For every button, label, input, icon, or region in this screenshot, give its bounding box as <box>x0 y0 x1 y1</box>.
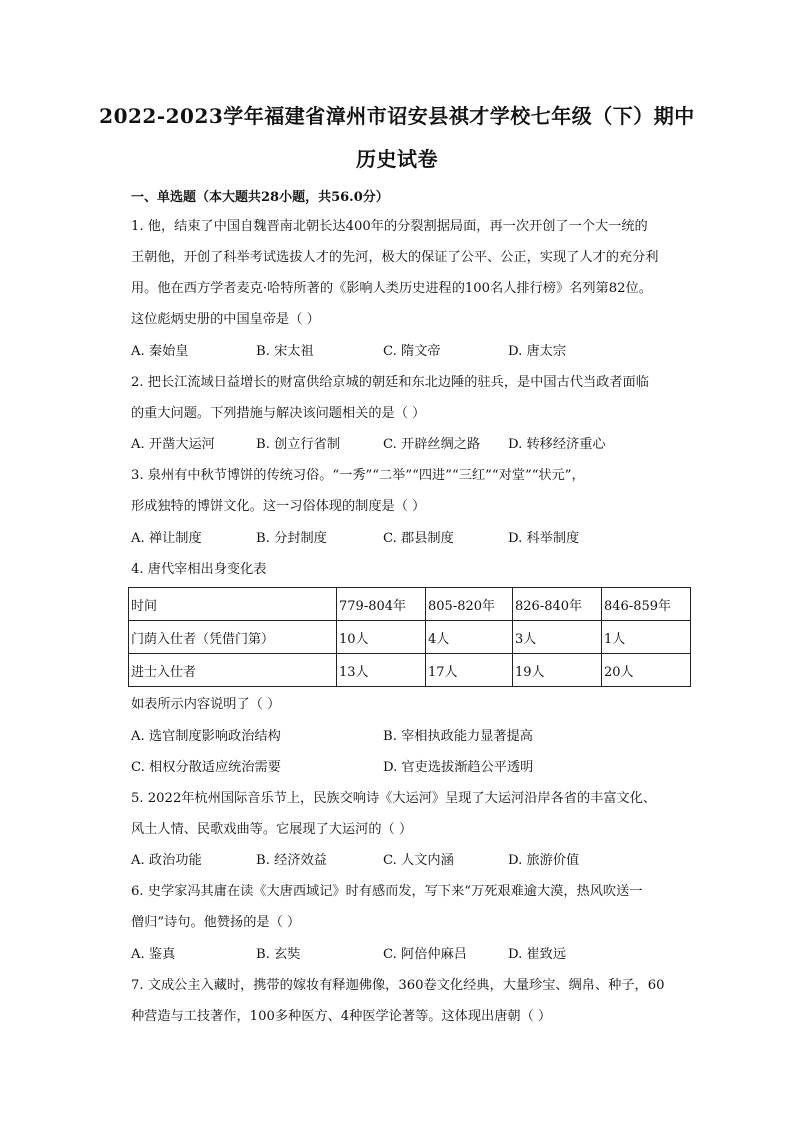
q2-option-c: C. 开辟丝绸之路 <box>383 437 481 452</box>
table-cell: 846-859年 <box>602 588 691 621</box>
q3-line: 形成独特的博饼文化。这一习俗体现的制度是（ ） <box>131 499 426 514</box>
table-row <box>129 621 691 654</box>
q6-line: 6. 史学家冯其庸在读《大唐西域记》时有感而发，写下来“万死艰难逾大漠，热风吹送一 <box>131 884 643 899</box>
q3-option-c: C. 郡县制度 <box>383 531 454 546</box>
q4-option-d: D. 官吏选拔渐趋公平透明 <box>383 760 534 775</box>
table-cell: 3人 <box>513 621 602 654</box>
q5-line: 5. 2022年杭州国际音乐节上，民族交响诗《大运河》呈现了大运河沿岸各省的丰富文化、 <box>131 791 657 806</box>
q1-option-c: C. 隋文帝 <box>383 344 441 359</box>
q7-line: 7. 文成公主入藏时，携带的嫁妆有释迦佛像，360卷文化经典，大量珍宝、绸帛、种子，60 <box>131 978 665 993</box>
q4-line: 4. 唐代宰相出身变化表 <box>131 562 267 577</box>
table-header-row <box>129 588 691 621</box>
q2-option-d: D. 转移经济重心 <box>508 437 606 452</box>
q5-option-a: A. 政治功能 <box>131 853 202 868</box>
q1-line: 王朝他，开创了科举考试选拔人才的先河，极大的保证了公平、公正，实现了人才的充分利 <box>131 250 659 265</box>
q3-option-b: B. 分封制度 <box>256 531 327 546</box>
q6-option-c: C. 阿倍仲麻吕 <box>383 947 467 962</box>
table-cell: 时间 <box>129 588 337 621</box>
table-cell: 进士入仕者 <box>129 654 337 687</box>
table-cell: 10人 <box>337 621 426 654</box>
q5-line: 风土人情、民歌戏曲等。它展现了大运河的（ ） <box>131 822 413 837</box>
table-cell: 20人 <box>602 654 691 687</box>
q3-option-d: D. 科举制度 <box>508 531 580 546</box>
q2-line: 2. 把长江流域日益增长的财富供给京城的朝廷和东北边陲的驻兵，是中国古代当政者面临 <box>131 375 649 390</box>
table-cell: 1人 <box>602 621 691 654</box>
q2-option-a: A. 开凿大运河 <box>131 437 215 452</box>
q5-option-d: D. 旅游价值 <box>508 853 580 868</box>
data-table <box>128 587 691 687</box>
q5-option-b: B. 经济效益 <box>256 853 327 868</box>
q4-line: 如表所示内容说明了（ ） <box>131 697 281 712</box>
q7-line: 种营造与工技著作，100多种医方、4种医学论著等。这体现出唐朝（ ） <box>131 1009 552 1024</box>
q1-line: 1. 他，结束了中国自魏晋南北朝长达400年的分裂割据局面，再一次开创了一个大一统的 <box>131 219 648 234</box>
table-cell: 17人 <box>426 654 513 687</box>
q4-option-a: A. 选官制度影响政治结构 <box>131 729 281 744</box>
q3-option-a: A. 禅让制度 <box>131 531 202 546</box>
exam-title: 2022-2023学年福建省漳州市诏安县祺才学校七年级（下）期中 <box>99 104 695 128</box>
table-cell: 805-820年 <box>426 588 513 621</box>
q1-option-a: A. 秦始皇 <box>131 344 189 359</box>
table-cell: 779-804年 <box>337 588 426 621</box>
q2-option-b: B. 创立行省制 <box>256 437 341 452</box>
q4-option-b: B. 宰相执政能力显著提高 <box>383 729 533 744</box>
q6-line: 僧归”诗句。他赞扬的是（ ） <box>131 915 301 930</box>
q1-option-b: B. 宋太祖 <box>256 344 314 359</box>
q1-line: 这位彪炳史册的中国皇帝是（ ） <box>131 312 320 327</box>
q6-option-d: D. 崔致远 <box>508 947 567 962</box>
q1-line: 用。他在西方学者麦克·哈特所著的《影响人类历史进程的100名人排行榜》名列第82位。 <box>131 281 652 296</box>
table-cell: 13人 <box>337 654 426 687</box>
table-cell: 门荫入仕者（凭借门第） <box>129 621 337 654</box>
table-cell: 19人 <box>513 654 602 687</box>
table-cell: 826-840年 <box>513 588 602 621</box>
table-cell: 4人 <box>426 621 513 654</box>
exam-subtitle: 历史试卷 <box>356 147 438 171</box>
q6-option-b: B. 玄奘 <box>256 947 301 962</box>
q4-option-c: C. 相权分散适应统治需要 <box>131 760 281 775</box>
q2-line: 的重大问题。下列措施与解决该问题相关的是（ ） <box>131 406 426 421</box>
table-row <box>129 654 691 687</box>
q5-option-c: C. 人文内涵 <box>383 853 454 868</box>
q3-line: 3. 泉州有中秋节博饼的传统习俗。“一秀”“二举”“四进”“三红”“对堂”“状元”， <box>131 468 585 483</box>
q1-option-d: D. 唐太宗 <box>508 344 567 359</box>
q6-option-a: A. 鉴真 <box>131 947 176 962</box>
section-heading: 一、单选题（本大题共28小题，共56.0分） <box>131 190 389 205</box>
